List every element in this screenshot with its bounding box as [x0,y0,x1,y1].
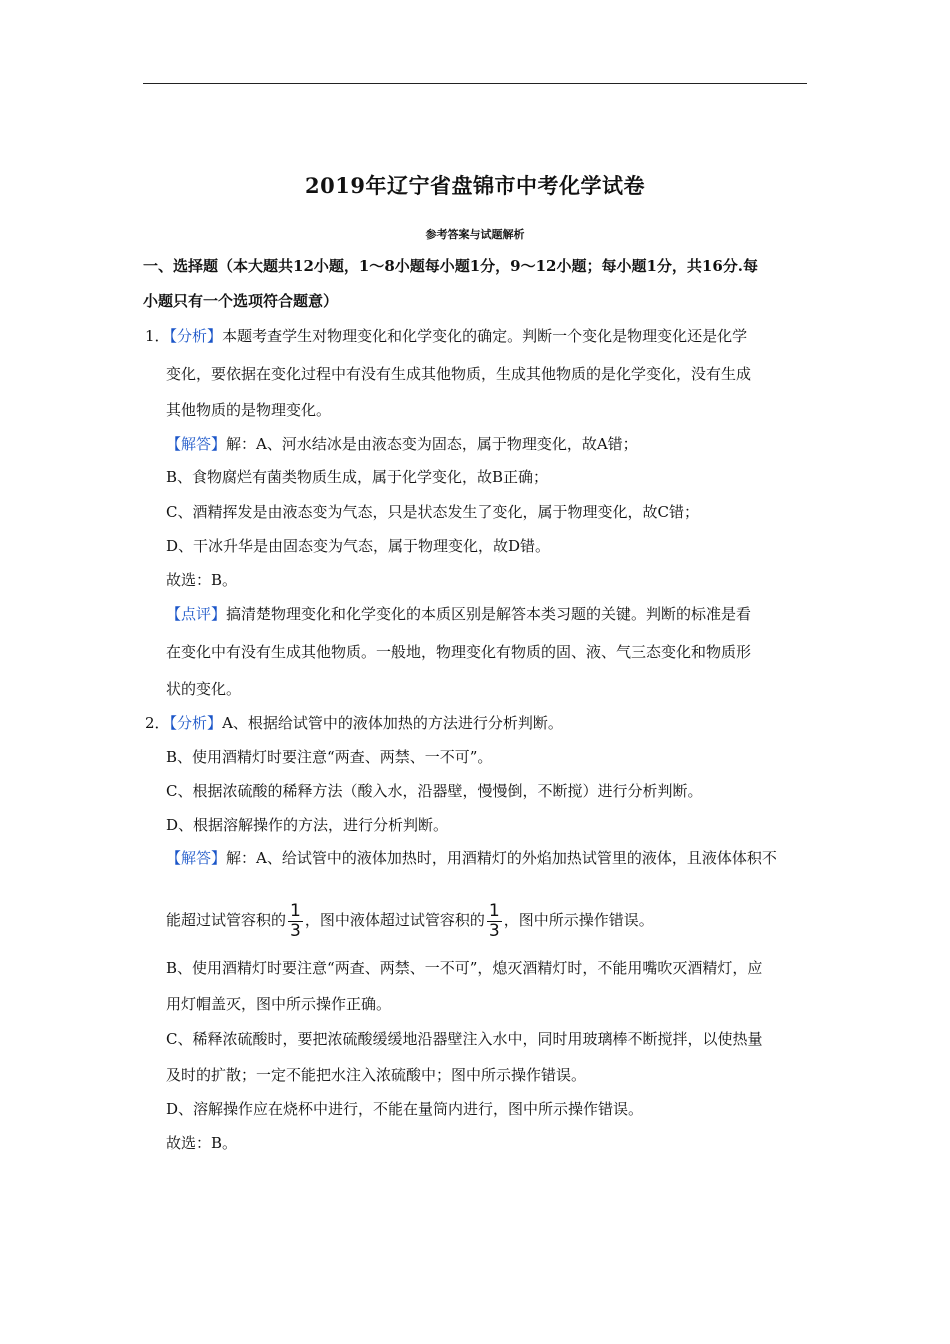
q1-choice: 故选：B。 [166,571,238,589]
q1-analysis-line-3: 其他物质的是物理变化。 [166,401,332,419]
fraction-denominator: 3 [488,920,500,941]
q1-answer-tag: 【解答】 [166,435,227,453]
q2-answer-b1: B、使用酒精灯时要注意“两查、两禁、一不可”，熄灭酒精灯时，不能用嘴吹灭酒精灯，应 [166,959,763,977]
q2-analysis-c: C、根据浓硫酸的稀释方法（酸入水，沿器壁，慢慢倒，不断搅）进行分析判断。 [166,782,703,800]
q1-comment-line-3: 状的变化。 [166,680,242,698]
q2-analysis-a: A、根据给试管中的液体加热的方法进行分析判断。 [222,714,563,732]
q2-answer-a-line-2 [166,898,654,942]
q2-answer-c2: 及时的扩散；一定不能把水注入浓硫酸中；图中所示操作错误。 [166,1066,587,1084]
fraction-numerator: 1 [488,900,500,921]
fraction-one-third [288,902,303,941]
q1-analysis-line [145,326,747,346]
page-title: 2019年辽宁省盘锦市中考化学试卷 [305,173,645,198]
fraction-numerator: 1 [290,900,301,921]
q1-answer-d: D、干冰升华是由固态变为气态，属于物理变化，故D错。 [166,537,551,555]
q1-comment-tag: 【点评】 [166,605,227,623]
q1-answer-a-text: 解：A、河水结冰是由液态变为固态，属于物理变化，故A错； [226,435,638,453]
q2-answer-a-line [166,848,777,868]
q2-analysis-line [145,713,563,733]
q2-answer-a2-pre: 能超过试管容积的 [166,911,287,929]
q2-answer-a2-post: ，图中所示操作错误。 [503,911,654,929]
q2-answer-a2-mid: ，图中液体超过试管容积的 [304,911,485,929]
q2-number: 2． [145,714,170,732]
q1-answer-b: B、食物腐烂有菌类物质生成，属于化学变化，故B正确； [166,468,549,486]
q1-comment-line [166,604,751,624]
page-subtitle: 参考答案与试题解析 [425,228,525,241]
q1-answer-c: C、酒精挥发是由液态变为气态，只是状态发生了变化，属于物理变化，故C错； [166,503,699,521]
section-heading-cont: 小题只有一个选项符合题意） [143,292,339,310]
q2-choice: 故选：B。 [166,1134,238,1152]
q2-answer-tag: 【解答】 [166,849,227,867]
q1-comment-text: 搞清楚物理变化和化学变化的本质区别是解答本类习题的关键。判断的标准是看 [226,605,752,623]
q1-answer-a [166,434,638,454]
fraction-one-third-2 [487,902,502,941]
q2-analysis-tag: 【分析】 [169,714,223,732]
q1-number: 1． [145,327,170,345]
fraction-denominator: 3 [290,920,301,941]
section-heading: 一、选择题（本大题共12小题，1～8小题每小题1分，9～12小题；每小题1分，共16分.每 [143,257,759,275]
q1-analysis-tag: 【分析】 [169,327,223,345]
q2-answer-a1: 解：A、给试管中的液体加热时，用酒精灯的外焰加热试管里的液体，且液体体积不 [226,849,777,867]
q2-analysis-b: B、使用酒精灯时要注意“两查、两禁、一不可”。 [166,748,493,766]
q2-answer-d: D、溶解操作应在烧杯中进行，不能在量筒内进行，图中所示操作错误。 [166,1100,644,1118]
q2-answer-c1: C、稀释浓硫酸时，要把浓硫酸缓缓地沿器壁注入水中，同时用玻璃棒不断搅拌，以使热量 [166,1030,763,1048]
q1-analysis-line-2: 变化，要依据在变化过程中有没有生成其他物质，生成其他物质的是化学变化，没有生成 [166,365,752,383]
header-rule [143,83,807,84]
q1-analysis-text: 本题考查学生对物理变化和化学变化的确定。判断一个变化是物理变化还是化学 [222,327,748,345]
q1-comment-line-2: 在变化中有没有生成其他物质。一般地，物理变化有物质的固、液、气三态变化和物质形 [166,643,752,661]
q2-analysis-d: D、根据溶解操作的方法，进行分析判断。 [166,816,449,834]
q2-answer-b2: 用灯帽盖灭，图中所示操作正确。 [166,995,392,1013]
